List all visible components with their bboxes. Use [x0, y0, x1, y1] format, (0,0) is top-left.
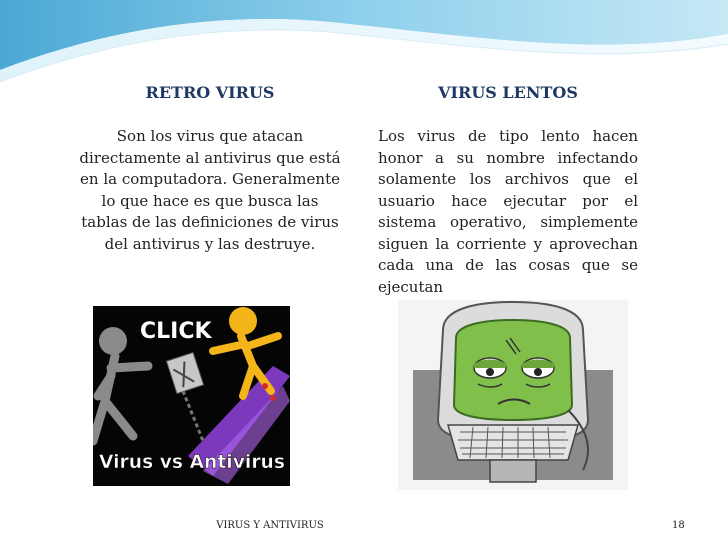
- virus-vs-antivirus-illustration: [93, 306, 290, 486]
- retro-virus-title: RETRO VIRUS: [145, 83, 275, 102]
- virus-vs-antivirus-caption: Virus vs Antivirus: [99, 451, 285, 473]
- click-label: CLICK: [140, 319, 212, 344]
- virus-vs-antivirus-image: [93, 306, 290, 486]
- page-number: 18: [672, 520, 685, 531]
- virus-lentos-paragraph: Los virus de tipo lento hacen honor a su nombre infectando solamente los archivos que el usuario hace ejecutar por el sistema operativo, simplemente siguen la corriente y aprovechan cada una de las cosas que se ejecutan: [378, 127, 638, 296]
- tired-computer-image: [398, 300, 628, 490]
- header-wave-decoration: [0, 0, 728, 90]
- tired-computer-illustration: [398, 300, 628, 490]
- footer-title: VIRUS Y ANTIVIRUS: [216, 520, 324, 531]
- retro-virus-paragraph: Son los virus que atacan directamente al antivirus que está en la computadora. Generalmente lo que hace es que busca las tablas de las definiciones de virus del antivirus y las destruye.: [79, 127, 341, 253]
- virus-lentos-title: VIRUS LENTOS: [438, 83, 578, 102]
